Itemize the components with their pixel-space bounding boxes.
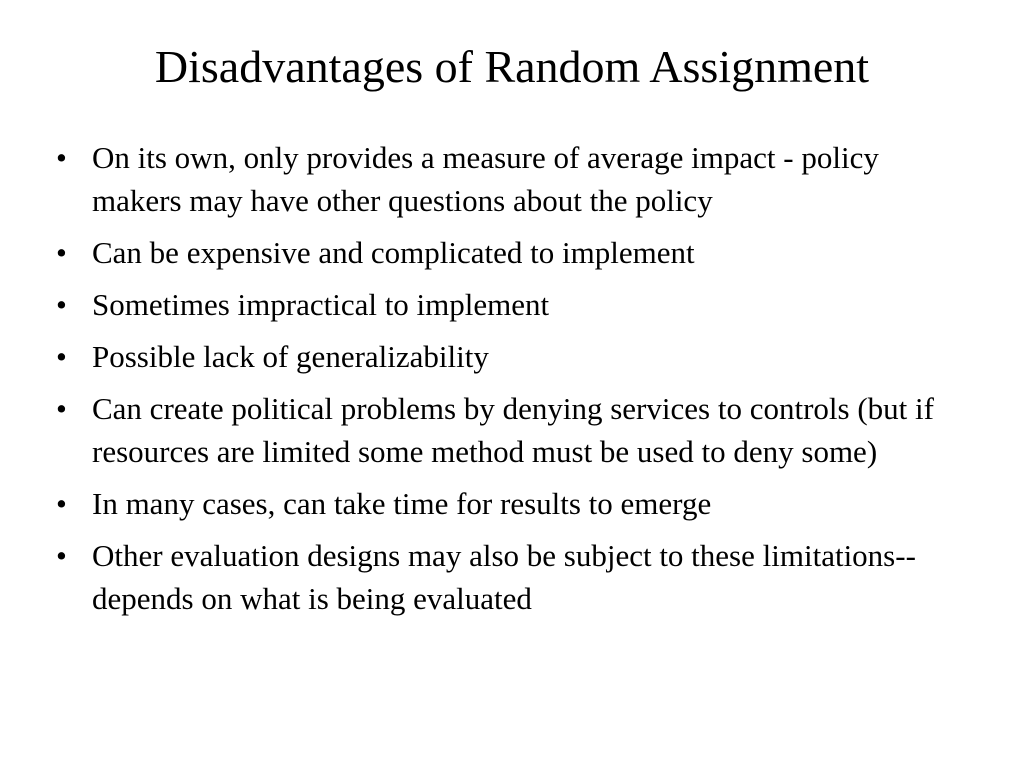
bullet-dot-icon: • [56,391,67,426]
bullet-dot-icon: • [56,339,67,374]
bullet-dot-icon: • [56,486,67,521]
bullet-item [56,231,966,274]
bullet-list [56,136,966,629]
bullet-dot-icon: • [56,235,67,270]
bullet-item [56,136,966,222]
bullet-item [56,387,966,473]
bullet-text: Possible lack of generalizability [92,339,489,374]
bullet-text: On its own, only provides a measure of average impact - policy makers may have other questions about the policy [92,140,879,218]
bullet-text: Can be expensive and complicated to implement [92,235,695,270]
bullet-item [56,534,966,620]
bullet-text: Sometimes impractical to implement [92,287,550,322]
bullet-text: Can create political problems by denying services to controls (but if resources are limited some method must be used to deny some) [92,391,934,469]
bullet-dot-icon: • [56,287,67,322]
bullet-text: In many cases, can take time for results to emerge [92,486,712,521]
bullet-item [56,482,966,525]
slide-title: Disadvantages of Random Assignment [154,41,870,92]
bullet-item [56,335,966,378]
bullet-item [56,283,966,326]
bullet-dot-icon: • [56,538,67,573]
bullet-dot-icon: • [56,140,67,175]
bullet-text: Other evaluation designs may also be subject to these limitations-- depends on what is being evaluated [92,538,916,616]
